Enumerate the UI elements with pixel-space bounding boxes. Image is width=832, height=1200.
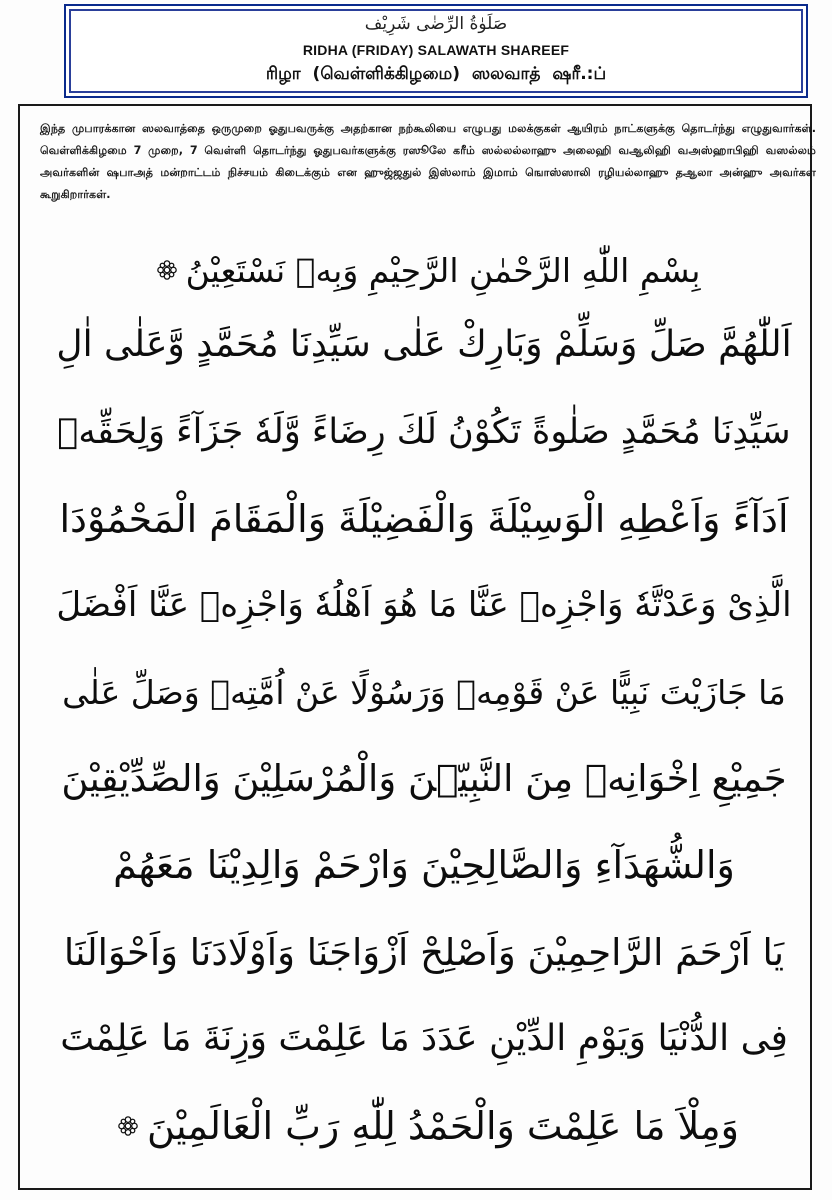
verse-line-8 (36, 822, 812, 909)
verse-text-10: فِى الدُّنْيَا وَيَوْمِ الدِّيْنِ عَدَدَ مَا عَلِمْتَ وَزِنَةَ مَا عَلِمْتَ (60, 1017, 788, 1059)
intro-paragraph: இந்த முபாரக்கான ஸலவாத்தை ஒருமுறை ஓதுபவருக்கு அதற்கான நற்கூலியை எழுபது மலக்குகள் ஆயிரம் நாட்களுக்கு தொடர்ந்து எழுதுவார்கள். வெள்ளிக்கிழமை 7 முறை, 7 வெள்ளி தொடர்ந்து ஓதுபவர்களுக்கு ரஸூலே கரீம் ஸல்லல்லாஹு அலைஹி வஆலிஹி வஅஸ்ஹாபிஹி வஸல்லம் அவர்களின் ஷபாஅத் மன்றாட்டம் நிச்சயம் கிடைக்கும் என ஹுஜ்ஜதுல் இஸ்லாம் இமாம் ஙொஸ்ஸாலி ரழியல்லாஹு தஆலா அன்ஹு அவர்கள் கூறுகிறார்கள். (40, 122, 816, 201)
verse-text-6: مَا جَازَيْتَ نَبِيًّا عَنْ قَوْمِهٖ وَرَسُوْلًا عَنْ اُمَّتِهٖ وَصَلِّ عَلٰى (62, 672, 786, 712)
verse-line-10 (36, 996, 812, 1083)
salawath-text (36, 238, 812, 1169)
tamil-title: ரிழா (வெள்ளிக்கிழமை) ஸலவாத் ஷரீ.:ப் (265, 64, 607, 84)
verse-text-9: يَا اَرْحَمَ الرَّاحِمِيْنَ وَاَصْلِحْ اَزْوَاجَنَا وَاَوْلَادَنَا وَاَحْوَالَنَا (63, 930, 785, 974)
verse-line-3 (36, 389, 812, 476)
verse-line-6 (36, 649, 812, 736)
flower-icon (117, 1115, 139, 1137)
verse-text-8: وَالشُّهَدَآءِ وَالصَّالِحِيْنَ وَارْحَمْ وَالِدِيْنَا مَعَهُمْ (113, 843, 735, 888)
verse-line-11 (36, 1082, 812, 1169)
verse-text-11: وَمِلْاَ مَا عَلِمْتَ وَالْحَمْدُ لِلّٰهِ رَبِّ الْعَالَمِيْنَ (147, 1103, 739, 1148)
verse-text-5: الَّذِىْ وَعَدْتَّهٗ وَاجْزِهٖ عَنَّا مَا هُوَ اَهْلُهٗ وَاجْزِهٖ عَنَّا اَفْضَلَ (56, 585, 792, 626)
flower-icon (156, 259, 178, 281)
verse-text-4: اَدَآءً وَاَعْطِهِ الْوَسِيْلَةَ وَالْفَضِيْلَةَ وَالْمَقَامَ الْمَحْمُوْدَا (59, 496, 789, 541)
verse-text-1: بِسْمِ اللّٰهِ الرَّحْمٰنِ الرَّحِيْمِ وَبِهٖ نَسْتَعِيْنُ (185, 250, 701, 290)
verse-text-2: اَللّٰهُمَّ صَلِّ وَسَلِّمْ وَبَارِكْ عَلٰى سَيِّدِنَا مُحَمَّدٍ وَّعَلٰى اٰلِ (56, 324, 792, 366)
verse-text-3: سَيِّدِنَا مُحَمَّدٍ صَلٰوةً تَكُوْنُ لَكَ رِضَاءً وَّلَهٗ جَزَآءً وَلِحَقِّهٖ (57, 411, 791, 452)
verse-line-4 (36, 475, 812, 562)
title-box (64, 4, 808, 98)
verse-line-2 (36, 302, 812, 389)
verse-text-7: جَمِيْعِ اِخْوَانِهٖ مِنَ النَّبِيّٖنَ وَالْمُرْسَلِيْنَ وَالصِّدِّيْقِيْنَ (61, 757, 787, 801)
verse-line-5 (36, 562, 812, 649)
arabic-title: صَلَوٰةُ الرِّضٰی شَرِیْف (364, 14, 508, 34)
verse-line-1 (36, 238, 812, 302)
english-title: RIDHA (FRIDAY) SALAWATH SHAREEF (302, 42, 570, 58)
verse-line-7 (36, 735, 812, 822)
verse-line-9 (36, 909, 812, 996)
